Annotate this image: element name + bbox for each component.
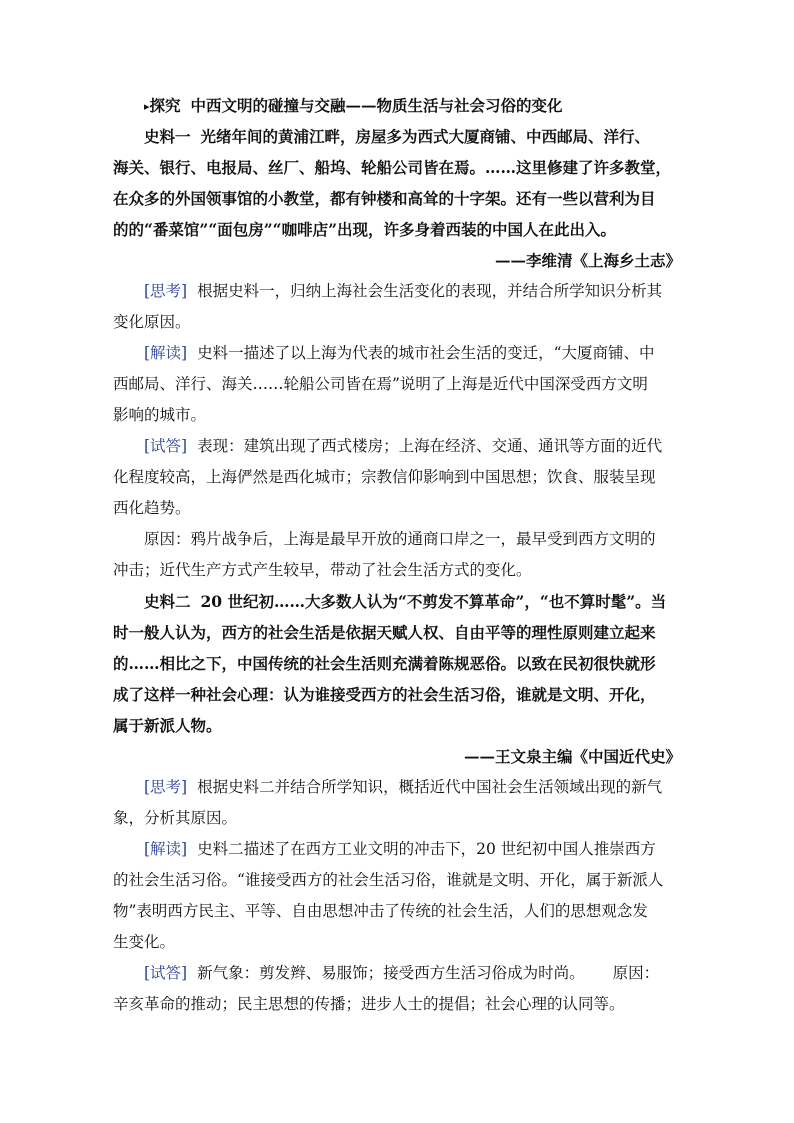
- answer2-line: 辛亥革命的推动；民主思想的传播；进步人士的提倡；社会心理的认同等。: [113, 995, 625, 1013]
- read2-line: 物”表明西方民主、平等、自由思想冲击了传统的社会生活，人们的思想观念发: [113, 902, 648, 920]
- think1-line: 变化原因。: [113, 313, 191, 331]
- read2-line: [解读] 史料二描述了在西方工业文明的冲击下，20 世纪初中国人推崇西方: [144, 840, 656, 858]
- think1-line: [思考] 根据史料一，归纳上海社会生活变化的表现，并结合所学知识分析其: [144, 282, 663, 300]
- think2-line: 象，分析其原因。: [113, 809, 238, 827]
- section-heading: [113, 90, 681, 121]
- read2-line: 的社会生活习俗。“谁接受西方的社会生活习俗，谁就是文明、开化，属于新派人: [113, 871, 664, 889]
- source1-line: 海关、银行、电报局、丝厂、船坞、轮船公司皆在焉。……这里修建了许多教堂，: [113, 158, 672, 177]
- source1-line: 在众多的外国领事馆的小教堂，都有钟楼和高耸的十字架。还有一些以营利为目: [113, 189, 656, 208]
- answer-tag: [试答]: [144, 437, 188, 455]
- reason1-line: 原因：鸦片战争后，上海是最早开放的通商口岸之一，最早受到西方文明的: [144, 530, 656, 548]
- source2-line: 时一般人认为，西方的社会生活是依据天赋人权、自由平等的理性原则建立起来: [113, 623, 656, 642]
- read2-line: 生变化。: [113, 933, 176, 951]
- source2-label: 史料二: [144, 592, 191, 611]
- read-tag: [解读]: [144, 344, 188, 362]
- triangle-marker-icon: ▸: [144, 100, 150, 113]
- reason1-line: 冲击；近代生产方式产生较早，带动了社会生活方式的变化。: [113, 561, 532, 579]
- think-tag: [思考]: [144, 778, 188, 796]
- answer-tag: [试答]: [144, 964, 188, 982]
- source2-line: 史料二 20 世纪初……大多数人认为“不剪发不算革命”，“也不算时髦”。当: [144, 592, 667, 611]
- heading-label: 探究: [149, 96, 181, 115]
- heading-title: 中西文明的碰撞与交融——物质生活与社会习俗的变化: [190, 96, 563, 115]
- think-tag: [思考]: [144, 282, 188, 300]
- source2-line: 属于新派人物。: [113, 716, 222, 735]
- source2-line: 的……相比之下，中国传统的社会生活则充满着陈规恶俗。以致在民初很快就形: [113, 654, 656, 673]
- think2-line: [思考] 根据史料二并结合所学知识，概括近代中国社会生活领域出现的新气: [144, 778, 663, 796]
- answer1-line: [试答] 表现：建筑出现了西式楼房；上海在经济、交通、通讯等方面的近代: [144, 437, 663, 455]
- source1-line: 史料一 光绪年间的黄浦江畔，房屋多为西式大厦商铺、中西邮局、洋行、: [144, 127, 651, 146]
- read-tag: [解读]: [144, 840, 188, 858]
- answer2-line: [试答] 新气象：剪发辫、易服饰；接受西方生活习俗成为时尚。 原因：: [144, 964, 660, 982]
- source1-label: 史料一: [144, 127, 191, 146]
- source2-citation: ——王文泉主编《中国近代史》: [463, 747, 681, 766]
- read1-line: 西邮局、洋行、海关……轮船公司皆在焉”说明了上海是近代中国深受西方文明: [113, 375, 648, 393]
- answer1-line: 西化趋势。: [113, 499, 191, 517]
- read1-line: 影响的城市。: [113, 406, 207, 424]
- document-page: [113, 90, 681, 1020]
- read1-line: [解读] 史料一描述了以上海为代表的城市社会生活的变迁，“大厦商铺、中: [144, 344, 655, 362]
- source2-line: 成了这样一种社会心理：认为谁接受西方的社会生活习俗，谁就是文明、开化，: [113, 685, 656, 704]
- answer1-line: 化程度较高，上海俨然是西化城市；宗教信仰影响到中国思想；饮食、服装呈现: [113, 468, 656, 486]
- source1-citation: ——李维清《上海乡土志》: [494, 251, 681, 270]
- source1-line: 的的“番菜馆”“面包房”“咖啡店”出现，许多身着西装的中国人在此出入。: [113, 220, 616, 239]
